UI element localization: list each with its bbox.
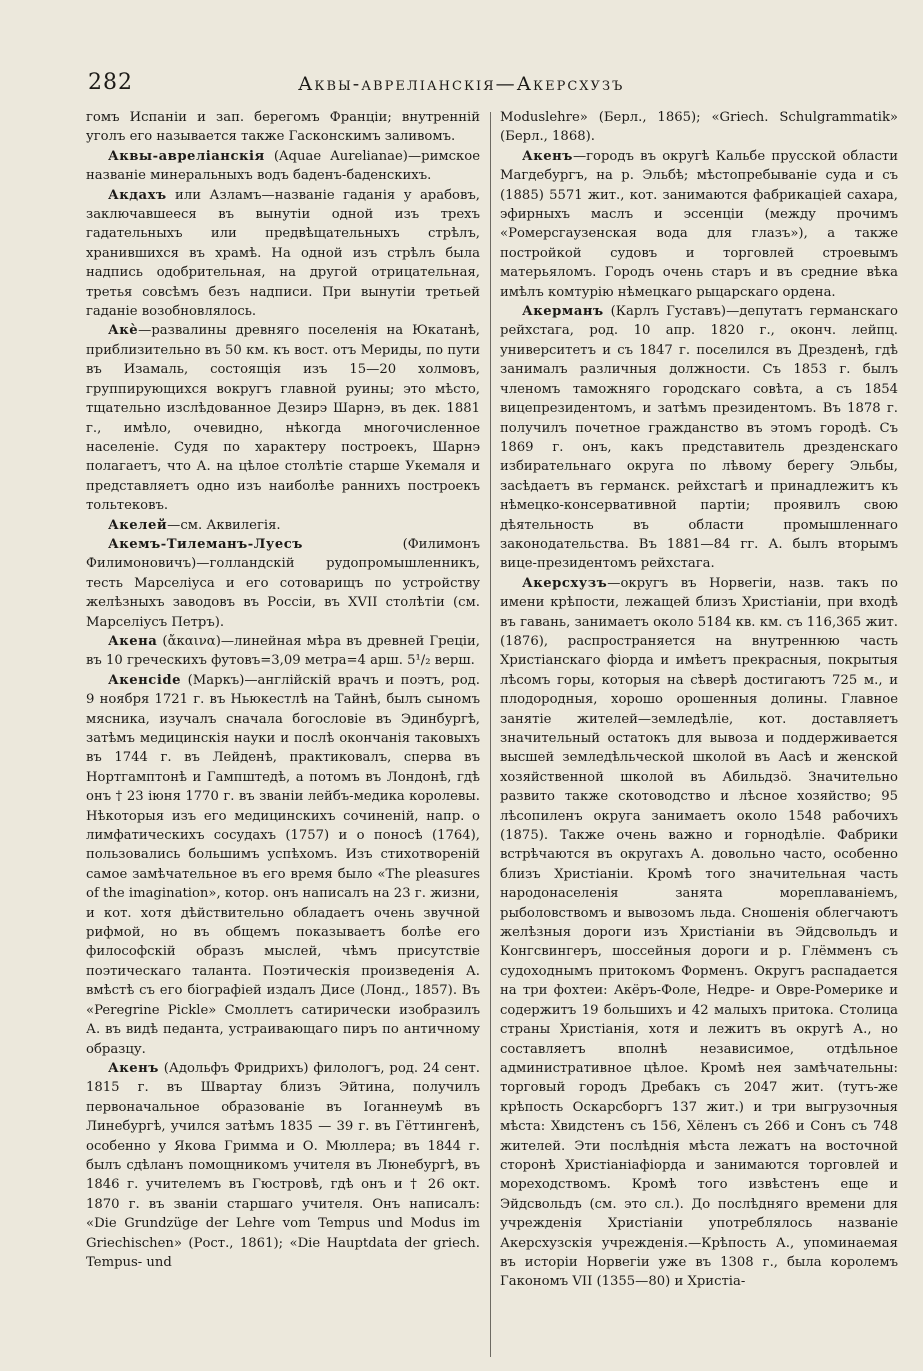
dictionary-entry: [500, 108, 898, 147]
page-number: 282: [88, 70, 133, 95]
dictionary-entry: [500, 147, 898, 302]
entry-headword: Акè: [108, 323, 139, 339]
entry-text: (ἄκαινα)—линейная мѣра въ древней Грецiи, въ 10 греческихъ футовъ=3,09 метра=4 арш. 5¹/₂ верш.: [86, 633, 480, 669]
entry-text: (Маркъ)—англiйскiй врачъ и поэтъ, род. 9 ноября 1721 г. въ Ньюкестлѣ на Тайнѣ, былъ сыномъ мясника, изучалъ сначала богословiе въ Эдинбургѣ, затѣмъ медицинскiя науки и послѣ окончанiя таковыхъ въ 1744 г. въ Лейденѣ, практиковалъ, сперва въ Нортгамптонѣ и Гампштедѣ, а потомъ въ Лондонѣ, гдѣ онъ † 23 iюня 1770 г. въ званiи лейбъ-медика королевы. Нѣкоторыя изъ его медицинскихъ сочиненiй, напр. о лимфатическихъ сосудахъ (1757) и о поносѣ (1764), пользовались большимъ успѣхомъ. Изъ стихотворенiй самое замѣчательное въ его время было «The pleasures of the imagination», котор. онъ написалъ на 23 г. жизни, и кот. хотя дѣйствительно обладаетъ очень звучной рифмой, но въ общемъ показываетъ болѣе его философскiй образъ мыслей, чѣмъ присутствiе поэтическаго таланта. Поэтическiя произведенiя А. вмѣстѣ съ его бiографiей издалъ Дисе (Лонд., 1857). Въ «Peregrine Pickle» Смоллетъ сатирически изобразилъ А. въ видѣ педанта, устраивающаго пиръ по античному образцу.: [86, 672, 480, 1057]
dictionary-entry: [86, 321, 480, 515]
entry-headword: Акерсхузъ: [522, 575, 608, 591]
entry-headword: Акемъ-Тилеманъ-Луесъ: [108, 536, 303, 552]
entry-text: (Карлъ Густавъ)—депутатъ германскаго рейхстага, род. 10 апр. 1820 г., оконч. лейпц. университетъ и съ 1847 г. поселился въ Дрезденѣ, гдѣ занималъ различныя должности. Съ 1853 г. былъ членомъ таможняго городскаго совѣта, а съ 1854 вицепрезидентомъ, и затѣмъ президентомъ. Въ 1878 г. получилъ почетное гражданство въ этомъ городѣ. Съ 1869 г. онъ, какъ представитель дрезденскаго избирательнаго округа по лѣвому берегу Эльбы, засѣдаетъ въ германск. рейхстагѣ и принадлежитъ къ нѣмецко-консервативной партiи; проявилъ свою дѣятельность въ области промышленнаго законодательства. Въ 1881—84 гг. А. былъ вторымъ вице-президентомъ рейхстага.: [500, 304, 898, 572]
right-column: [500, 108, 898, 1360]
entry-text: или Азламъ—названiе гаданiя у арабовъ, заключавшееся въ вынутiи одной изъ трехъ гадательныхъ или предвѣщательныхъ стрѣлъ, хранившихся въ храмѣ. На одной изъ стрѣлъ была надпись одобрительная, на другой отрицательная, третья совсѣмъ безъ надписи. При вынутiи третьей гаданiе возобновлялось.: [86, 187, 480, 320]
dictionary-entry: [86, 516, 480, 535]
dictionary-entry: [86, 108, 480, 147]
dictionary-entry: [86, 535, 480, 632]
entry-headword: Акенсide: [108, 672, 181, 688]
entry-headword: Аквы-аврелiанскiя: [108, 148, 265, 164]
entry-headword: Акелей: [108, 517, 168, 533]
entry-headword: Акенъ: [522, 148, 573, 164]
entry-text: —см. Аквилегiя.: [167, 517, 281, 533]
entry-headword: Акенъ: [108, 1060, 159, 1076]
dictionary-entry: [86, 186, 480, 322]
entry-text: —округъ въ Норвегiи, назв. такъ по имени крѣпости, лежащей близъ Христiанiи, при входѣ въ гавань, занимаетъ около 5184 кв. км. съ 116,365 жит. (1876), распространяется на внутреннюю часть Христiанскаго фiорда и имѣетъ прекрасныя, покрытыя лѣсомъ горы, которыя на сѣверѣ достигаютъ 725 м., и плодородныя, хорошо орошенныя долины. Главное занятiе жителей—земледѣлiе, кот. доставляетъ значительный остатокъ для вывоза и поддерживается высшей земледѣльческой школой въ Аасѣ и женской хозяйственной школой въ Абильдзö. Значительно развито также скотоводство и лѣсное хозяйство; 95 лѣсопиленъ округа занимаетъ около 1548 рабочихъ (1875). Также очень важно и горнодѣлiе. Фабрики встрѣчаются въ округахъ А. довольно часто, особенно близъ Христiанiи. Кромѣ того значительная часть народонаселенiя занята мореплаванiемъ, рыболовствомъ и вывозомъ льда. Сношенiя облегчаютъ желѣзныя дороги изъ Христiанiи въ Эйдсвольдъ и Конгсвингеръ, шоссейныя дороги и р. Глёмменъ съ судоходнымъ притокомъ Форменъ. Округъ распадается на три фохтеи: Акёръ-Фоле, Недре- и Овре-Ромерике и содержитъ 19 большихъ и 42 малыхъ притока. Столица страны Христiанiя, хотя и лежитъ въ округѣ А., но составляетъ вполнѣ независимое, отдѣльное административное цѣлое. Кромѣ нея замѣчательны: торговый городъ Дребакъ съ 2047 жит. (тутъ-же крѣпость Оскарсборгъ 137 жит.) и три выгрузочныя мѣста: Хвидстенъ съ 156, Хёленъ съ 266 и Сонъ съ 748 жителей. Эти послѣднiя мѣста лежатъ на восточной сторонѣ Христiанiафiорда и занимаются торговлей и мореходствомъ. Кромѣ того извѣстенъ еще и Эйдсвольдъ (см. это сл.). До послѣдняго времени для учрежденiя Христiанiи употреблялось названiе Акерсхузскiя учрежденiя.—Крѣпость А., упоминаемая въ исторiи Норвегiи уже въ 1308 г., была королемъ Гакономъ VII (1355—80) и Христiа-: [500, 575, 898, 1290]
entry-text: —городъ въ округѣ Кальбе прусской области Магдебургъ, на р. Эльбѣ; мѣстопребыванiе суда и съ (1885) 5571 жит., кот. занимаются фабрикацiей сахара, эфирныхъ маслъ и эссенцiи (между прочимъ «Ромерсгаузенская вода для глазъ»), а также постройкой судовъ и торговлей строевымъ матерьяломъ. Городъ очень старъ и въ средние вѣка имѣлъ комтурiю нѣмецкаго рыцарскаго ордена.: [500, 148, 898, 300]
dictionary-entry: [86, 147, 480, 186]
dictionary-entry: [500, 302, 898, 574]
column-divider: [490, 112, 491, 1357]
entry-headword: Акена: [108, 633, 158, 649]
left-column: [86, 108, 480, 1360]
entry-text: (Адольфъ Фридрихъ) филологъ, род. 24 сент. 1815 г. въ Швартау близъ Эйтина, получилъ первоначальное образованiе въ Iоганнеумѣ въ Линебургѣ, учился затѣмъ 1835 — 39 г. въ Гёттингенѣ, особенно у Якова Гримма и О. Мюллера; въ 1844 г. былъ сдѣланъ помощникомъ учителя въ Люнебургѣ, въ 1846 г. учителемъ въ Гюстровѣ, гдѣ онъ и † 26 окт. 1870 г. въ званiи старшаго учителя. Онъ написалъ: «Die Grundzüge der Lehre vom Tempus und Modus im Griechischen» (Рост., 1861); «Die Hauptdata der griech. Tempus- und: [86, 1060, 480, 1270]
entry-text: (Филимонъ Филимоновичъ)—голландскiй рудопромышленникъ, тесть Марселiуса и его сотоварищъ по устройству желѣзныхъ заводовъ въ Россiи, въ XVII столѣтiи (см. Марселiусъ Петръ).: [86, 536, 480, 630]
running-head: Аквы-аврелiанскiя—Акерсхузъ: [298, 73, 625, 95]
entry-text: (Aquae Aurelianae)—римское названiе минеральныхъ водъ баденъ-баденскихъ.: [86, 148, 480, 184]
dictionary-entry: [86, 671, 480, 1059]
entry-headword: Акерманъ: [522, 304, 604, 320]
dictionary-entry: [86, 1059, 480, 1272]
entry-text: гомъ Испанiи и зап. берегомъ Францiи; внутреннiй уголъ его называется также Гасконскимъ заливомъ.: [86, 110, 480, 145]
dictionary-entry: [500, 574, 898, 1292]
entry-headword: Акдахъ: [108, 187, 167, 203]
entry-text: Moduslehre» (Берл., 1865); «Griech. Schulgrammatik» (Берл., 1868).: [500, 110, 898, 145]
dictionary-entry: [86, 632, 480, 671]
page-header: [88, 70, 878, 100]
entry-text: —развалины древняго поселенiя на Юкатанѣ, приблизительно въ 50 км. къ вост. отъ Мериды, по пути въ Изамаль, состоящiя изъ 15—20 холмовъ, группирующихся вокругъ главной руины; это мѣсто, тщательно изслѣдованное Дезирэ Шарнэ, въ дек. 1881 г., имѣло, очевидно, нѣкогда многочисленное населенiе. Судя по характеру построекъ, Шарнэ полагаетъ, что А. на цѣлое столѣтiе старше Укемаля и представляетъ одно изъ наиболѣе раннихъ построекъ тольтековъ.: [86, 323, 480, 514]
